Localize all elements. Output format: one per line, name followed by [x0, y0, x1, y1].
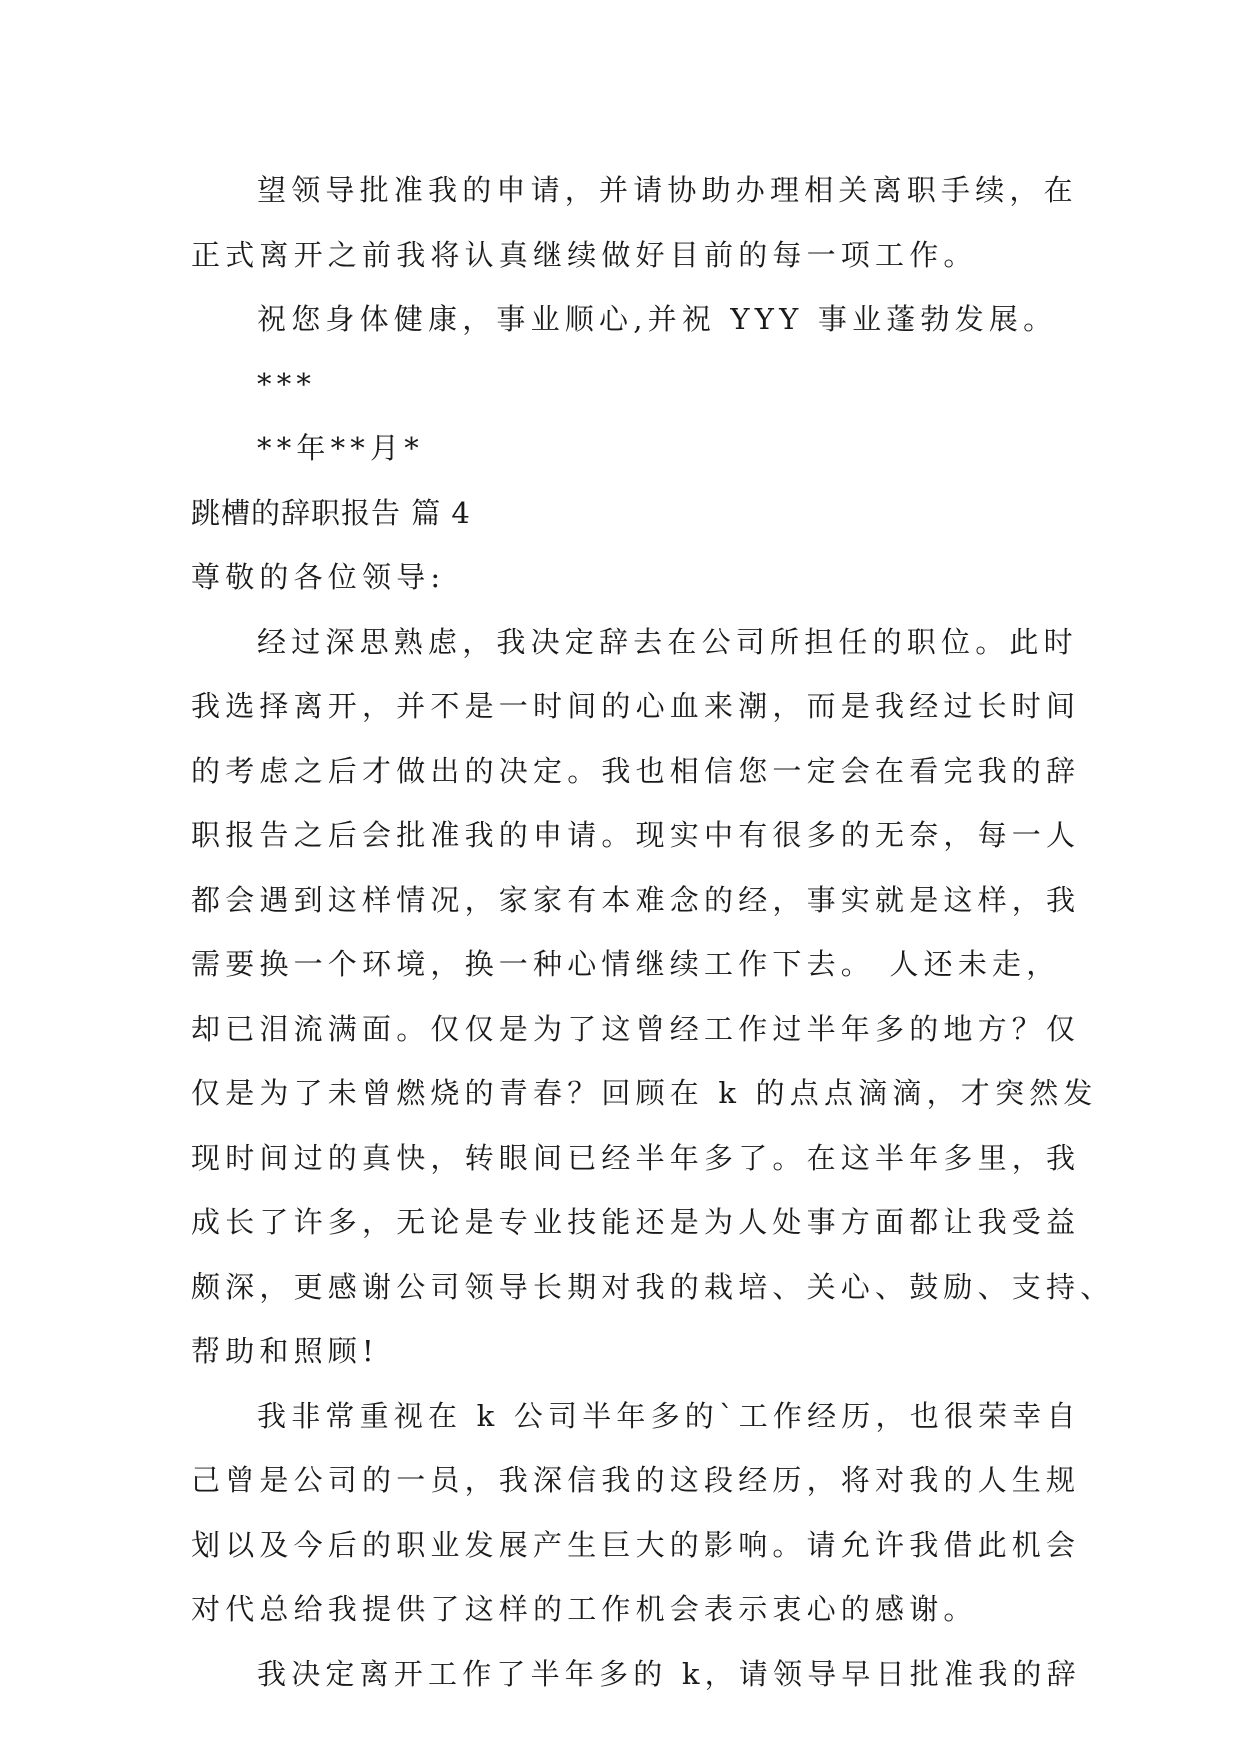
text-line: 我决定离开工作了半年多的 k，请领导早日批准我的辞 [257, 1656, 1081, 1691]
text-line: 我非常重视在 k 公司半年多的`工作经历，也很荣幸自 [257, 1398, 1081, 1433]
text-line: 都会遇到这样情况，家家有本难念的经，事实就是这样，我 [191, 882, 1081, 917]
text-line: 的考虑之后才做出的决定。我也相信您一定会在看完我的辞 [191, 753, 1081, 788]
signature-name: *** [257, 366, 317, 401]
text-line: 成长了许多，无论是专业技能还是为人处事方面都让我受益 [191, 1205, 1081, 1239]
text-line: 望领导批准我的申请，并请协助办理相关离职手续，在 [257, 173, 1078, 207]
text-line: 我选择离开，并不是一时间的心血来潮，而是我经过长时间 [191, 689, 1081, 723]
text-line: 需要换一个环境，换一种心情继续工作下去。 人还未走， [191, 947, 1061, 981]
text-line: 对代总给我提供了这样的工作机会表示衷心的感谢。 [191, 1592, 978, 1626]
text-line: 仅是为了未曾燃烧的青春？回顾在 k 的点点滴滴，才突然发 [191, 1076, 1098, 1110]
text-line: 颇深，更感谢公司领导长期对我的栽培、关心、鼓励、支持、 [191, 1269, 1115, 1304]
text-line: 却已泪流满面。仅仅是为了这曾经工作过半年多的地方？仅 [191, 1011, 1081, 1046]
text-line: 帮助和照顾! [191, 1334, 379, 1368]
salutation: 尊敬的各位领导: [191, 560, 446, 594]
text-line: 职报告之后会批准我的申请。现实中有很多的无奈，每一人 [191, 818, 1081, 852]
text-line: 划以及今后的职业发展产生巨大的影响。请允许我借此机会 [191, 1527, 1081, 1562]
text-line: 祝您身体健康，事业顺心,并祝 YYY 事业蓬勃发展。 [257, 302, 1058, 336]
text-line: 经过深思熟虑，我决定辞去在公司所担任的职位。此时 [257, 624, 1078, 659]
document-body [191, 158, 1115, 1706]
signature-date: **年**月* [257, 431, 424, 465]
text-line: 现时间过的真快，转眼间已经半年多了。在这半年多里，我 [191, 1140, 1081, 1175]
text-line: 正式离开之前我将认真继续做好目前的每一项工作。 [191, 237, 978, 272]
text-line: 己曾是公司的一员，我深信我的这段经历，将对我的人生规 [191, 1463, 1081, 1497]
section-heading: 跳槽的辞职报告 篇 4 [191, 495, 471, 530]
